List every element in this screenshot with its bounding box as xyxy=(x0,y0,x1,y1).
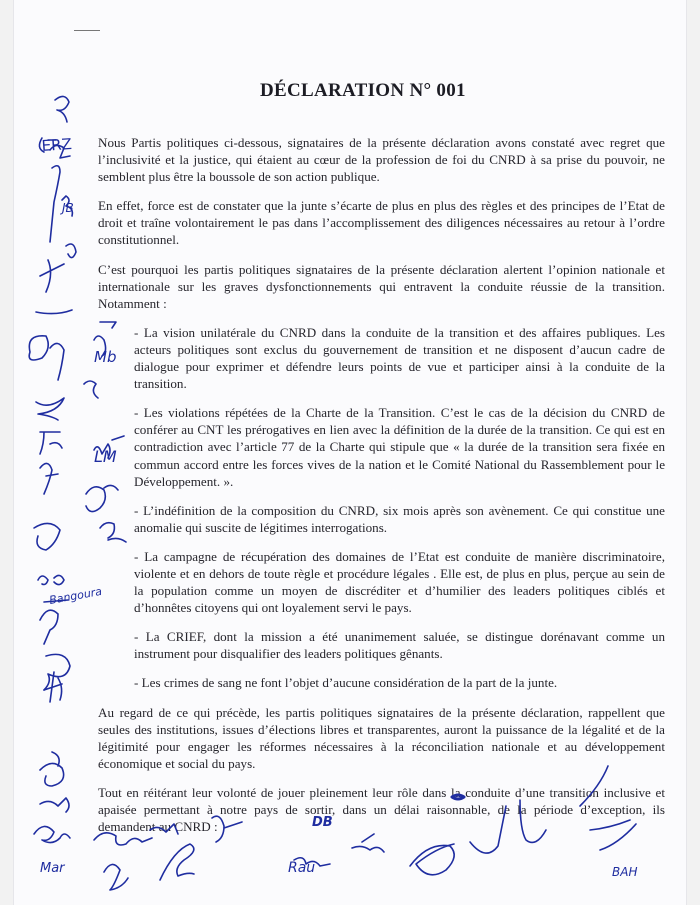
bullet-state-domains: - La campagne de récupération des domaines de l’Etat est conduite de manière discriminatoire, violente et en dehors de toute règle et procédure légales . Elle est, de plus en plus, perçue au sein de la population comme un moyen de discréditer et d’humilier des leaders politiques ciblés et d’honnêtes citoyens qui ont loyalement servi le pays. xyxy=(134,548,665,616)
initials-erz: ERZ xyxy=(41,134,73,155)
top-margin-mark xyxy=(74,30,100,31)
initials-lm: LM xyxy=(94,447,117,466)
bullet-charter-violations: - Les violations répétées de la Charte de la Transition. C’est le cas de la décision du CNRD de conférer au CNT les prérogatives en lien avec la définition de la durée de la transition. Ce qui est en contradiction avec l’article 77 de la Charte qui stipule que « la durée de la transition sera fixée en commun accord entre les forces vives de la nation et le Comité National du Rassemblement pour le Développement. ». xyxy=(134,405,665,489)
bullet-blood-crimes: - Les crimes de sang ne font l’objet d’aucune considération de la part de la junte. xyxy=(134,675,558,691)
bullet-cnrd-composition: - L’indéfinition de la composition du CNRD, six mois après son avènement. Ce qui constitue une anomalie qui suscite de légitimes interrogations. xyxy=(134,502,665,535)
initials-jb: JB xyxy=(62,201,74,215)
intro-paragraph: Nous Partis politiques ci-dessous, signataires de la présente déclaration avons constaté avec regret que l’inclusivité et la justice, qui étaient au cœur de la profession de foi du CNRD à sa prise du pouvoir, ne semblent plus être la boussole de son action publique. xyxy=(98,135,665,185)
paragraph-rule-of-law: En effet, force est de constater que la junte s’écarte de plus en plus des règles et des principes de l’Etat de droit et traîne volontairement le pas dans l’accomplissement des diligences nécessaires au retour à l’ordre constitutionnel. xyxy=(98,198,665,248)
bullet-crief: - La CRIEF, dont la mission a été unanimement saluée, se distingue dorénavant comme un instrument pour disqualifier des leaders politiques gênants. xyxy=(134,629,665,662)
initials-mb: Mb xyxy=(94,348,117,366)
name-bangoura: Bangoura xyxy=(48,584,103,607)
initials-db: DB xyxy=(312,815,333,830)
declaration-title: DÉCLARATION N° 001 xyxy=(260,80,466,101)
name-rau: Rau xyxy=(288,860,316,876)
name-mar: Mar xyxy=(40,861,65,876)
initials-bah: BAH xyxy=(612,865,638,879)
bullet-unilateral-vision: - La vision unilatérale du CNRD dans la conduite de la transition et des affaires publiques. Les acteurs politiques sont exclus du gouvernement de transition et ne disposent d’aucun cadre de dialogue pour exprimer et défendre leurs points de vue et participer ainsi à la conduite de la transition. xyxy=(134,324,665,392)
declaration-body xyxy=(98,134,665,835)
closing-paragraph: Au regard de ce qui précède, les partis politiques signataires de la présente déclaration, rappellent que seules des institutions, issues d’élections libres et transparentes, auront la puissance de la légalité et de la légitimité pour engager les réformes nécessaires à la réconciliation nationale et au développement économique et social du pays. xyxy=(98,704,665,771)
paragraph-alert: C’est pourquoi les partis politiques signataires de la présente déclaration alertent l’opinion nationale et internationale sur les graves dysfonctionnements qui entravent la conduite réussie de la transition. Notamment : xyxy=(98,261,665,311)
demand-paragraph: Tout en réitérant leur volonté de jouer pleinement leur rôle dans la conduite d’une transition inclusive et apaisée permettant à notre pays de sortir, dans un délai raisonnable, de la période d’exception, ils demandent au CNRD : xyxy=(98,784,665,835)
